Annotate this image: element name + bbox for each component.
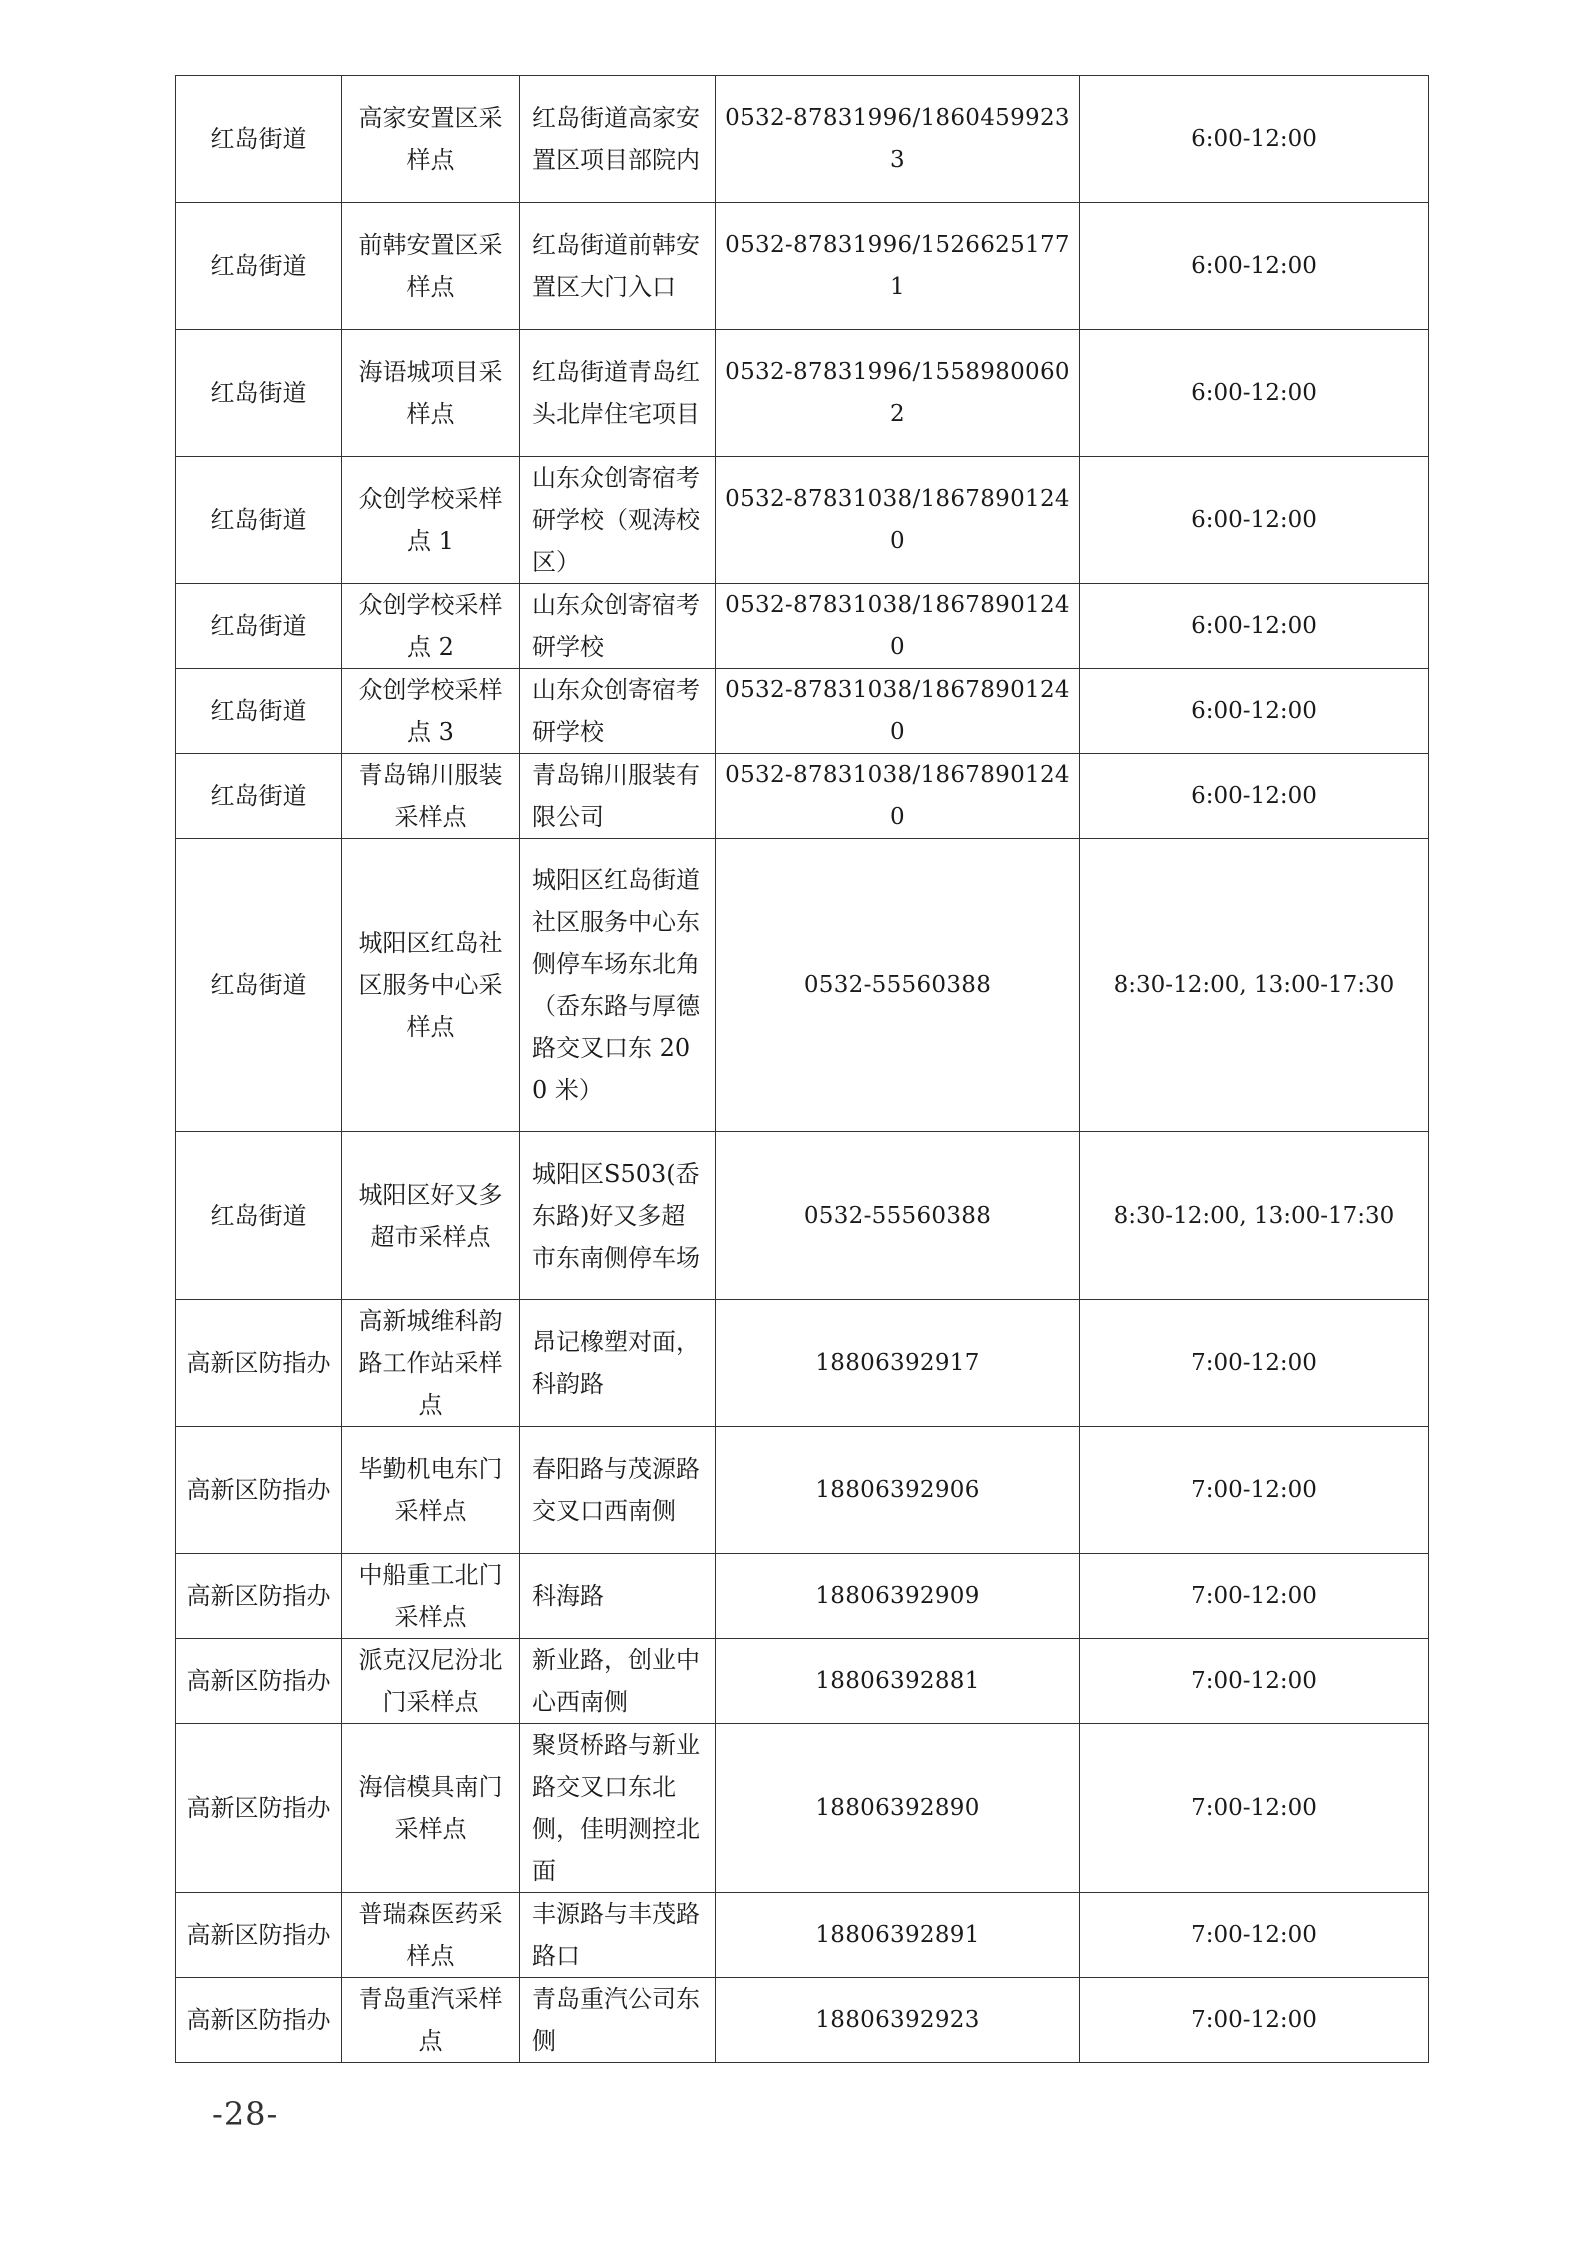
contact-cell: 0532-87831996/15589800602 — [716, 330, 1080, 457]
contact-cell: 18806392906 — [716, 1427, 1080, 1554]
hours-cell: 6:00-12:00 — [1080, 754, 1429, 839]
site-cell: 众创学校采样点 3 — [342, 669, 520, 754]
site-cell: 海信模具南门采样点 — [342, 1724, 520, 1893]
hours-cell: 6:00-12:00 — [1080, 457, 1429, 584]
site-cell: 高家安置区采样点 — [342, 76, 520, 203]
hours-cell: 6:00-12:00 — [1080, 330, 1429, 457]
sampling-sites-table-wrapper — [175, 75, 1428, 2063]
table-row — [176, 1427, 1429, 1554]
contact-cell: 18806392890 — [716, 1724, 1080, 1893]
site-cell: 青岛重汽采样点 — [342, 1978, 520, 2063]
address-cell: 昂记橡塑对面，科韵路 — [520, 1300, 716, 1427]
table-row — [176, 839, 1429, 1132]
address-cell: 青岛锦川服装有限公司 — [520, 754, 716, 839]
table-row — [176, 1893, 1429, 1978]
contact-cell: 0532-55560388 — [716, 839, 1080, 1132]
page-number: -28- — [212, 2095, 279, 2133]
site-cell: 高新城维科韵路工作站采样点 — [342, 1300, 520, 1427]
site-cell: 前韩安置区采样点 — [342, 203, 520, 330]
table-row — [176, 754, 1429, 839]
district-cell: 红岛街道 — [176, 330, 342, 457]
hours-cell: 8:30-12:00, 13:00-17:30 — [1080, 839, 1429, 1132]
district-cell: 红岛街道 — [176, 76, 342, 203]
contact-cell: 18806392917 — [716, 1300, 1080, 1427]
table-row — [176, 203, 1429, 330]
district-cell: 红岛街道 — [176, 754, 342, 839]
district-cell: 高新区防指办 — [176, 1893, 342, 1978]
address-cell: 科海路 — [520, 1554, 716, 1639]
table-row — [176, 669, 1429, 754]
contact-cell: 0532-55560388 — [716, 1132, 1080, 1300]
district-cell: 红岛街道 — [176, 584, 342, 669]
table-row — [176, 457, 1429, 584]
table-row — [176, 1132, 1429, 1300]
contact-cell: 0532-87831038/18678901240 — [716, 584, 1080, 669]
district-cell: 红岛街道 — [176, 457, 342, 584]
address-cell: 山东众创寄宿考研学校 — [520, 584, 716, 669]
address-cell: 城阳区红岛街道社区服务中心东侧停车场东北角（岙东路与厚德路交叉口东 200 米） — [520, 839, 716, 1132]
address-cell: 城阳区S503(岙东路)好又多超市东南侧停车场 — [520, 1132, 716, 1300]
district-cell: 高新区防指办 — [176, 1554, 342, 1639]
table-row — [176, 1978, 1429, 2063]
contact-cell: 0532-87831038/18678901240 — [716, 457, 1080, 584]
contact-cell: 0532-87831038/18678901240 — [716, 754, 1080, 839]
address-cell: 山东众创寄宿考研学校（观涛校区） — [520, 457, 716, 584]
contact-cell: 18806392923 — [716, 1978, 1080, 2063]
site-cell: 众创学校采样点 1 — [342, 457, 520, 584]
hours-cell: 7:00-12:00 — [1080, 1978, 1429, 2063]
site-cell: 城阳区好又多超市采样点 — [342, 1132, 520, 1300]
district-cell: 高新区防指办 — [176, 1978, 342, 2063]
table-row — [176, 1724, 1429, 1893]
hours-cell: 7:00-12:00 — [1080, 1893, 1429, 1978]
hours-cell: 6:00-12:00 — [1080, 669, 1429, 754]
sampling-sites-table — [175, 75, 1429, 2063]
site-cell: 青岛锦川服装采样点 — [342, 754, 520, 839]
table-row — [176, 330, 1429, 457]
table-row — [176, 1639, 1429, 1724]
hours-cell: 6:00-12:00 — [1080, 76, 1429, 203]
site-cell: 城阳区红岛社区服务中心采样点 — [342, 839, 520, 1132]
hours-cell: 6:00-12:00 — [1080, 203, 1429, 330]
address-cell: 春阳路与茂源路交叉口西南侧 — [520, 1427, 716, 1554]
district-cell: 高新区防指办 — [176, 1724, 342, 1893]
address-cell: 山东众创寄宿考研学校 — [520, 669, 716, 754]
site-cell: 中船重工北门采样点 — [342, 1554, 520, 1639]
address-cell: 新业路，创业中心西南侧 — [520, 1639, 716, 1724]
contact-cell: 18806392891 — [716, 1893, 1080, 1978]
district-cell: 红岛街道 — [176, 839, 342, 1132]
address-cell: 丰源路与丰茂路路口 — [520, 1893, 716, 1978]
district-cell: 红岛街道 — [176, 1132, 342, 1300]
hours-cell: 7:00-12:00 — [1080, 1724, 1429, 1893]
district-cell: 高新区防指办 — [176, 1639, 342, 1724]
district-cell: 红岛街道 — [176, 203, 342, 330]
address-cell: 青岛重汽公司东侧 — [520, 1978, 716, 2063]
contact-cell: 18806392881 — [716, 1639, 1080, 1724]
address-cell: 红岛街道前韩安置区大门入口 — [520, 203, 716, 330]
site-cell: 毕勤机电东门采样点 — [342, 1427, 520, 1554]
site-cell: 海语城项目采样点 — [342, 330, 520, 457]
contact-cell: 0532-87831996/15266251771 — [716, 203, 1080, 330]
district-cell: 高新区防指办 — [176, 1300, 342, 1427]
contact-cell: 0532-87831996/18604599233 — [716, 76, 1080, 203]
site-cell: 众创学校采样点 2 — [342, 584, 520, 669]
site-cell: 普瑞森医药采样点 — [342, 1893, 520, 1978]
hours-cell: 7:00-12:00 — [1080, 1300, 1429, 1427]
district-cell: 高新区防指办 — [176, 1427, 342, 1554]
address-cell: 红岛街道高家安置区项目部院内 — [520, 76, 716, 203]
table-row — [176, 1554, 1429, 1639]
hours-cell: 7:00-12:00 — [1080, 1639, 1429, 1724]
table-row — [176, 1300, 1429, 1427]
hours-cell: 7:00-12:00 — [1080, 1427, 1429, 1554]
contact-cell: 0532-87831038/18678901240 — [716, 669, 1080, 754]
district-cell: 红岛街道 — [176, 669, 342, 754]
hours-cell: 7:00-12:00 — [1080, 1554, 1429, 1639]
hours-cell: 6:00-12:00 — [1080, 584, 1429, 669]
table-row — [176, 76, 1429, 203]
address-cell: 聚贤桥路与新业路交叉口东北侧，佳明测控北面 — [520, 1724, 716, 1893]
site-cell: 派克汉尼汾北门采样点 — [342, 1639, 520, 1724]
hours-cell: 8:30-12:00, 13:00-17:30 — [1080, 1132, 1429, 1300]
table-row — [176, 584, 1429, 669]
address-cell: 红岛街道青岛红头北岸住宅项目 — [520, 330, 716, 457]
contact-cell: 18806392909 — [716, 1554, 1080, 1639]
